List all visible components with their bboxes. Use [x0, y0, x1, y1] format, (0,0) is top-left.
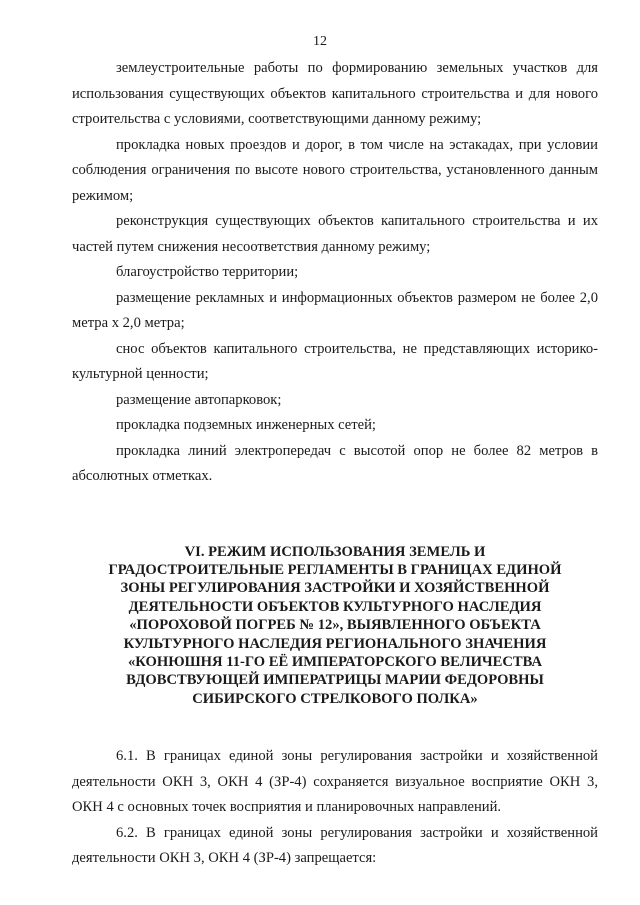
heading-line: «ПОРОХОВОЙ ПОГРЕБ № 12», ВЫЯВЛЕННОГО ОБЪЕКТА	[129, 617, 541, 634]
heading-line: СИБИРСКОГО СТРЕЛКОВОГО ПОЛКА»	[192, 690, 478, 707]
paragraph-demolition: снос объектов капитального строительства, не представляющих историко-культурной ценности;	[72, 340, 598, 382]
heading-line: VI. РЕЖИМ ИСПОЛЬЗОВАНИЯ ЗЕМЕЛЬ И	[184, 543, 486, 560]
heading-line: «КОНЮШНЯ 11-ГО ЕЁ ИМПЕРАТОРСКОГО ВЕЛИЧЕСТВА	[127, 653, 542, 670]
heading-line: КУЛЬТУРНОГО НАСЛЕДИЯ РЕГИОНАЛЬНОГО ЗНАЧЕНИЯ	[123, 635, 547, 652]
paragraph-6-2: 6.2. В границах единой зоны регулирования застройки и хозяйственной деятельности ОКН 3, ОКН 4 (ЗР-4) запрещается:	[72, 824, 598, 867]
document-body	[72, 56, 598, 872]
paragraph-earthworks: землеустроительные работы по формированию земельных участков для использования существующих объектов капитального строительства и для нового строительства с условиями, соответствующими данному режиму;	[72, 60, 598, 127]
heading-line: ЗОНЫ РЕГУЛИРОВАНИЯ ЗАСТРОЙКИ И ХОЗЯЙСТВЕННОЙ	[120, 580, 550, 597]
paragraph-reconstruction: реконструкция существующих объектов капитального строительства и их частей путем снижения несоответствия данному режиму;	[72, 213, 598, 255]
paragraph-6-1: 6.1. В границах единой зоны регулирования застройки и хозяйственной деятельности ОКН 3, ОКН 4 (ЗР-4) сохраняется визуальное восприятие ОКН 3, ОКН 4 с основных точек восприятия и планировочных направлений.	[72, 748, 598, 816]
paragraph-parking: размещение автопарковок;	[116, 391, 282, 408]
paragraph-new-roads: прокладка новых проездов и дорог, в том числе на эстакадах, при условии соблюдения ограничения по высоте нового строительства, установленного данным режимом;	[72, 136, 598, 204]
heading-line: ДЕЯТЕЛЬНОСТИ ОБЪЕКТОВ КУЛЬТУРНОГО НАСЛЕДИЯ	[128, 598, 542, 615]
heading-line: ГРАДОСТРОИТЕЛЬНЫЕ РЕГЛАМЕНТЫ В ГРАНИЦАХ ЕДИНОЙ	[108, 561, 562, 578]
paragraph-landscaping: благоустройство территории;	[116, 264, 299, 280]
page-number: 12	[313, 34, 327, 49]
paragraph-power-lines: прокладка линий электропередач с высотой опор не более 82 метров в абсолютных отметках.	[72, 442, 598, 484]
section-heading	[72, 543, 598, 709]
spacer	[72, 708, 598, 744]
heading-line: ВДОВСТВУЮЩЕЙ ИМПЕРАТРИЦЫ МАРИИ ФЕДОРОВНЫ	[126, 672, 544, 689]
paragraph-underground-networks: прокладка подземных инженерных сетей;	[116, 417, 376, 433]
paragraph-advertising: размещение рекламных и информационных объектов размером не более 2,0 метра х 2,0 метра;	[72, 289, 598, 331]
